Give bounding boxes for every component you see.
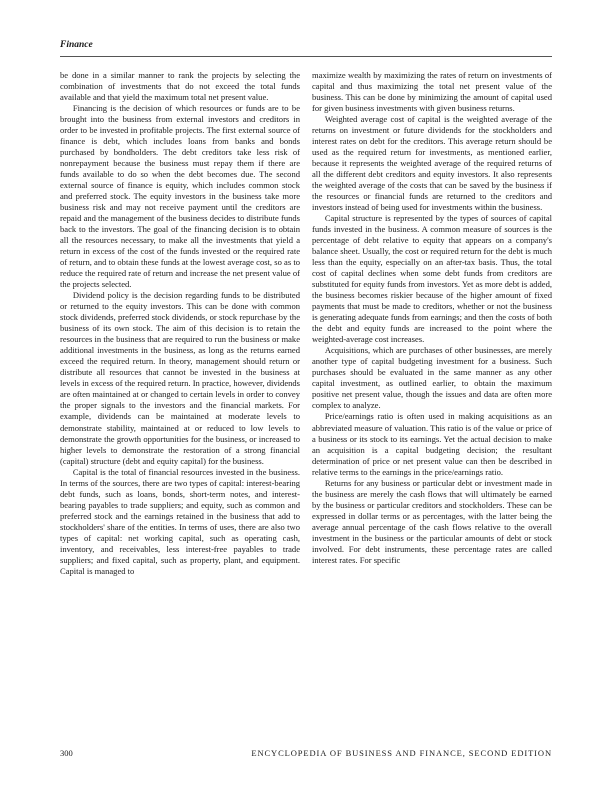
- paragraph: be done in a similar manner to rank the projects by selecting the combination of investments that do not exceed the total funds available and that yield the maximum total net present value.: [60, 70, 300, 103]
- paragraph: Capital structure is represented by the types of sources of capital funds invested in the business. A common measure of sources is the percentage of debt relative to equity that appears on a company's balance sheet. Usually, the cost or required return for the debt is much less than the equity, especially on an after-tax basis. Thus, the total cost of capital declines when some debt funds from creditors are substituted for equity funds from investors. Yet as more debt is added, the business becomes riskier because of the higher amount of fixed payments that must be made to creditors, whether or not the business is generating adequate funds from earnings; and then the costs of both the debt and equity funds are increased to the point where the weighted-average cost increases.: [312, 213, 552, 345]
- page-footer: [60, 748, 552, 758]
- publication-title: ENCYCLOPEDIA OF BUSINESS AND FINANCE, SECOND EDITION: [251, 748, 552, 758]
- header-rule: [60, 56, 552, 57]
- paragraph: Weighted average cost of capital is the weighted average of the returns on investment or future dividends for the stockholders and interest rates on debt for the creditors. This average return should be used as the required return for investments, as mentioned earlier, because it represents the weighted average of the required returns of all the different debt creditors and equity investors. It also represents the weighted average of the costs that can be saved by the business if the resources or financial funds are returned to the creditors and investors instead of being used for investments within the business.: [312, 114, 552, 213]
- paragraph: Capital is the total of financial resources invested in the business. In terms of the sources, there are two types of capital: interest-bearing debt funds, such as loans, bonds, short-term notes, and interest-bearing payables to trade suppliers; and equity, such as common and preferred stock and the earnings retained in the business that add to stockholders' share of the entities. In terms of uses, there are also two types of capital: net working capital, such as operating cash, inventory, and receivables, less interest-free payables to trade suppliers; and fixed capital, such as property, plant, and equipment. Capital is managed to: [60, 466, 300, 576]
- paragraph: Returns for any business or particular debt or investment made in the business are merely the cash flows that will ultimately be earned by the business or particular creditors and stockholders. These can be expressed in dollar terms or as percentages, with the latter being the average annual percentage of the cash flows relative to the overall investment in the business or the particular amounts of debt or stock involved. For debt instruments, these percentage rates are called interest rates. For specific: [312, 477, 552, 565]
- paragraph: Acquisitions, which are purchases of other businesses, are merely another type of capital budgeting investment for a business. Such purchases should be evaluated in the same manner as any other capital investment, as outlined earlier, to obtain the maximum positive net present value, though the issues and data are often more complex to analyze.: [312, 345, 552, 411]
- page-number: 300: [60, 748, 73, 758]
- paragraph: Price/earnings ratio is often used in making acquisitions as an abbreviated measure of valuation. This ratio is of the value or price of a business or its stock to its earnings. Yet the actual decision to make an acquisition is a capital budgeting decision; the resultant determination of price or net present value can then be described in relative terms to the earnings in the price/earnings ratio.: [312, 411, 552, 477]
- paragraph: maximize wealth by maximizing the rates of return on investments of capital and thus maximizing the total net present value of the business. This can be done by minimizing the amount of capital used for given business investments with given business returns.: [312, 70, 552, 114]
- running-header: Finance: [60, 40, 93, 50]
- paragraph: Financing is the decision of which resources or funds are to be brought into the business from external investors and creditors in order to be invested in profitable projects. The first external source of finance is debt, which includes loans from banks and bonds purchased by bondholders. The debt creditors take less risk of nonrepayment because the business must repay them if there are funds available to do so when the debt becomes due. The second external source of finance is equity, which includes common stock and preferred stock. The equity investors in the business take more business risk and may not receive payment until the creditors are repaid and the management of the business decides to distribute funds back to the investors. The goal of the financing decision is to obtain all the resources necessary, to make all the investments that yield a return in excess of the cost of the funds invested or the required rate of return, and to obtain these funds at the lowest average cost, so as to reduce the required rate of return and increase the net present value of the projects selected.: [60, 103, 300, 290]
- paragraph: Dividend policy is the decision regarding funds to be distributed or returned to the equity investors. This can be done with common stock dividends, preferred stock dividends, or stock repurchase by the business of its own stock. The aim of this decision is to retain the resources in the business that are required to run the business or make additional investments in the business, as long as the returns earned exceed the required return. In theory, management should return or distribute all resources that cannot be invested in the business at levels in excess of the required return. In practice, however, dividends are often maintained at or changed to certain levels in order to convey the proper signals to the investors and the financial markets. For example, dividends can be maintained at moderate levels to demonstrate stability, maintained at or reduced to low levels to demonstrate the growth opportunities for the business, or increased to higher levels to demonstrate the restoration of a strong financial (capital) structure (debt and equity capital) for the business.: [60, 290, 300, 466]
- right-column: [312, 70, 552, 566]
- left-column: [60, 70, 300, 577]
